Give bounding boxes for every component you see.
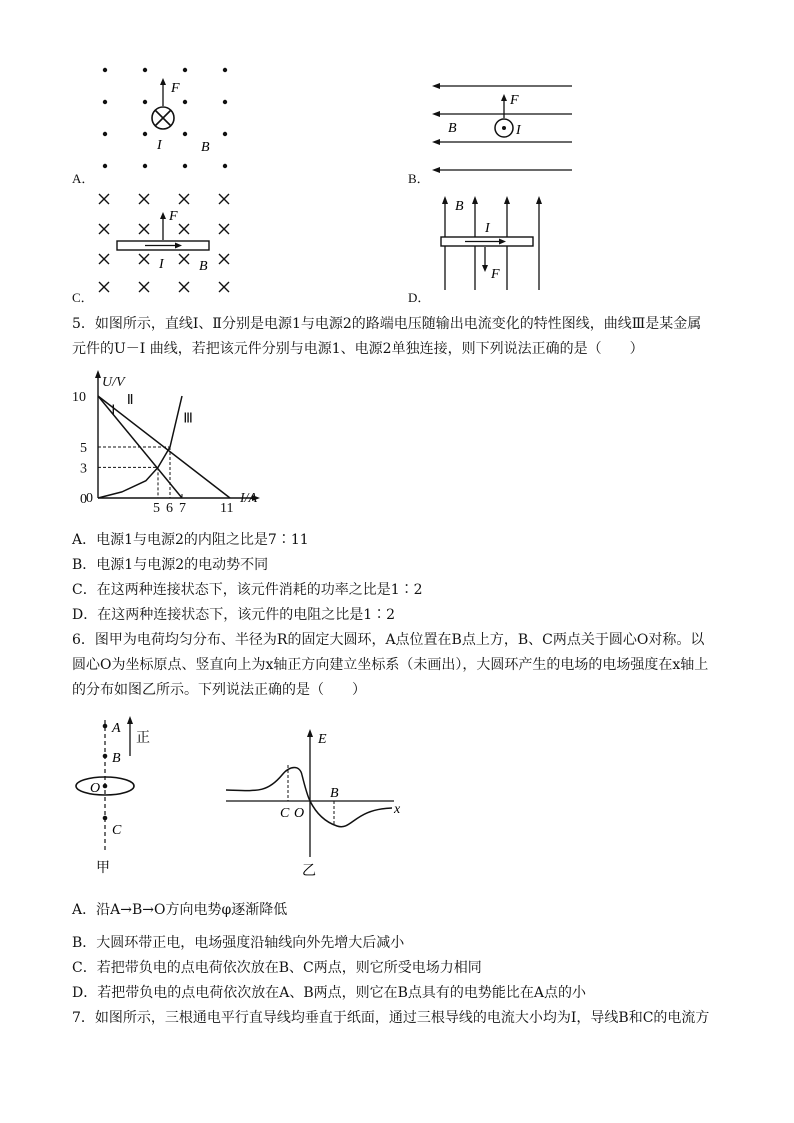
option-c-label: C． — [72, 290, 94, 305]
q6-option-a: A．沿A→B→O方向电势φ逐渐降低 — [72, 902, 288, 918]
label-o: O — [294, 806, 305, 821]
wire-into-page-icon — [152, 107, 174, 129]
x-tick-label-5: 5 — [153, 501, 160, 516]
q5-option-b: B．电源1与电源2的电动势不同 — [72, 557, 269, 573]
option-a-label: A． — [72, 171, 95, 186]
label-b: B — [112, 751, 121, 766]
q7-stem-line-1: 7．如图所示，三根通电平行直导线均垂直于纸面，通过三根导线的电流大小均为I，导线B和C的电流方 — [72, 1010, 710, 1026]
point-c — [103, 816, 108, 821]
current-label: I — [159, 257, 164, 272]
series-label-III: Ⅲ — [183, 411, 193, 427]
q5-option-a: A．电源1与电源2的内阻之比是7∶11 — [72, 532, 309, 548]
series-line-II — [98, 396, 230, 498]
y-axis-arrow — [95, 370, 101, 378]
figure-b — [430, 78, 580, 178]
caption-yi: 乙 — [302, 864, 316, 879]
q5-option-d: D．在这两种连接状态下，该元件的电阻之比是1∶2 — [72, 607, 396, 623]
field-curve — [226, 768, 392, 827]
option-d-label: D． — [408, 290, 431, 305]
label-c: C — [280, 806, 290, 821]
e-label: E — [318, 732, 327, 747]
point-a — [103, 724, 108, 729]
figure-a — [95, 60, 245, 180]
x-tick-label-0: 0 — [86, 491, 93, 506]
ui-chart — [72, 368, 262, 520]
x-tick-label-7: 7 — [179, 501, 186, 516]
q5-stem-line-1: 5．如图所示，直线Ⅰ、Ⅱ分别是电源1与电源2的路端电压随输出电流变化的特性图线，曲线Ⅲ是某金属 — [72, 316, 702, 332]
q6-option-d: D．若把带负电的点电荷依次放在A、B两点，则它在B点具有的电势能比在A点的小 — [72, 985, 587, 1001]
q6-option-c: C．若把带负电的点电荷依次放在B、C两点，则它所受电场力相同 — [72, 960, 482, 976]
force-label: F — [491, 267, 500, 282]
y-tick-label-0: 0 — [80, 492, 87, 507]
label-c: C — [112, 823, 122, 838]
force-label: F — [169, 209, 178, 224]
series-label-I: Ⅰ — [111, 403, 116, 419]
label-o: O — [90, 781, 101, 796]
q6-stem-line-3: 的分布如图乙所示。下列说法正确的是（ ） — [72, 682, 366, 698]
figure-jia-ring — [72, 712, 162, 880]
q5-stem-line-2: 元件的U－I 曲线，若把该元件分别与电源1、电源2单独连接，则下列说法正确的是（ ） — [72, 341, 644, 357]
wire-out-of-page-icon — [495, 119, 513, 137]
y-tick-label-10: 10 — [72, 390, 86, 405]
y-tick-label-3: 3 — [80, 461, 87, 477]
field-label: B — [201, 140, 210, 155]
field-label: B — [448, 121, 457, 136]
label-b: B — [330, 786, 339, 801]
point-o — [103, 784, 108, 789]
positive-label: 正 — [136, 731, 150, 746]
caption-jia: 甲 — [96, 861, 110, 876]
field-label: B — [199, 259, 208, 274]
y-axis-label: U/V — [102, 375, 125, 390]
y-tick-label-5: 5 — [80, 441, 87, 456]
force-label: F — [171, 81, 180, 96]
figure-c — [95, 190, 245, 295]
current-label: I — [157, 138, 162, 153]
x-tick-label-6: 6 — [166, 501, 173, 516]
figure-yi-field-graph — [222, 725, 407, 877]
x-label: x — [394, 802, 401, 817]
figure-d — [435, 192, 555, 292]
q6-stem-line-2: 圆心O为坐标原点、竖直向上为x轴正方向建立坐标系（未画出），大圆环产生的电场的电场强度在x轴上 — [72, 657, 709, 673]
q6-stem-line-1: 6．图甲为电荷均匀分布、半径为R的固定大圆环，A点位置在B点上方，B、C两点关于圆心O对称。以 — [72, 632, 705, 648]
option-b-label: B． — [408, 171, 430, 186]
q6-option-b: B．大圆环带正电，电场强度沿轴线向外先增大后减小 — [72, 935, 405, 951]
q5-option-c: C．在这两种连接状态下，该元件消耗的功率之比是1∶2 — [72, 582, 423, 598]
force-label: F — [510, 93, 519, 108]
x-tick-label-11: 11 — [220, 501, 234, 516]
series-label-II: Ⅱ — [126, 393, 134, 409]
field-label: B — [455, 199, 464, 214]
current-label: I — [516, 123, 521, 138]
x-axis-label: I/A — [240, 491, 258, 506]
label-a: A — [112, 721, 121, 736]
current-label: I — [485, 221, 490, 236]
point-b — [103, 754, 108, 759]
